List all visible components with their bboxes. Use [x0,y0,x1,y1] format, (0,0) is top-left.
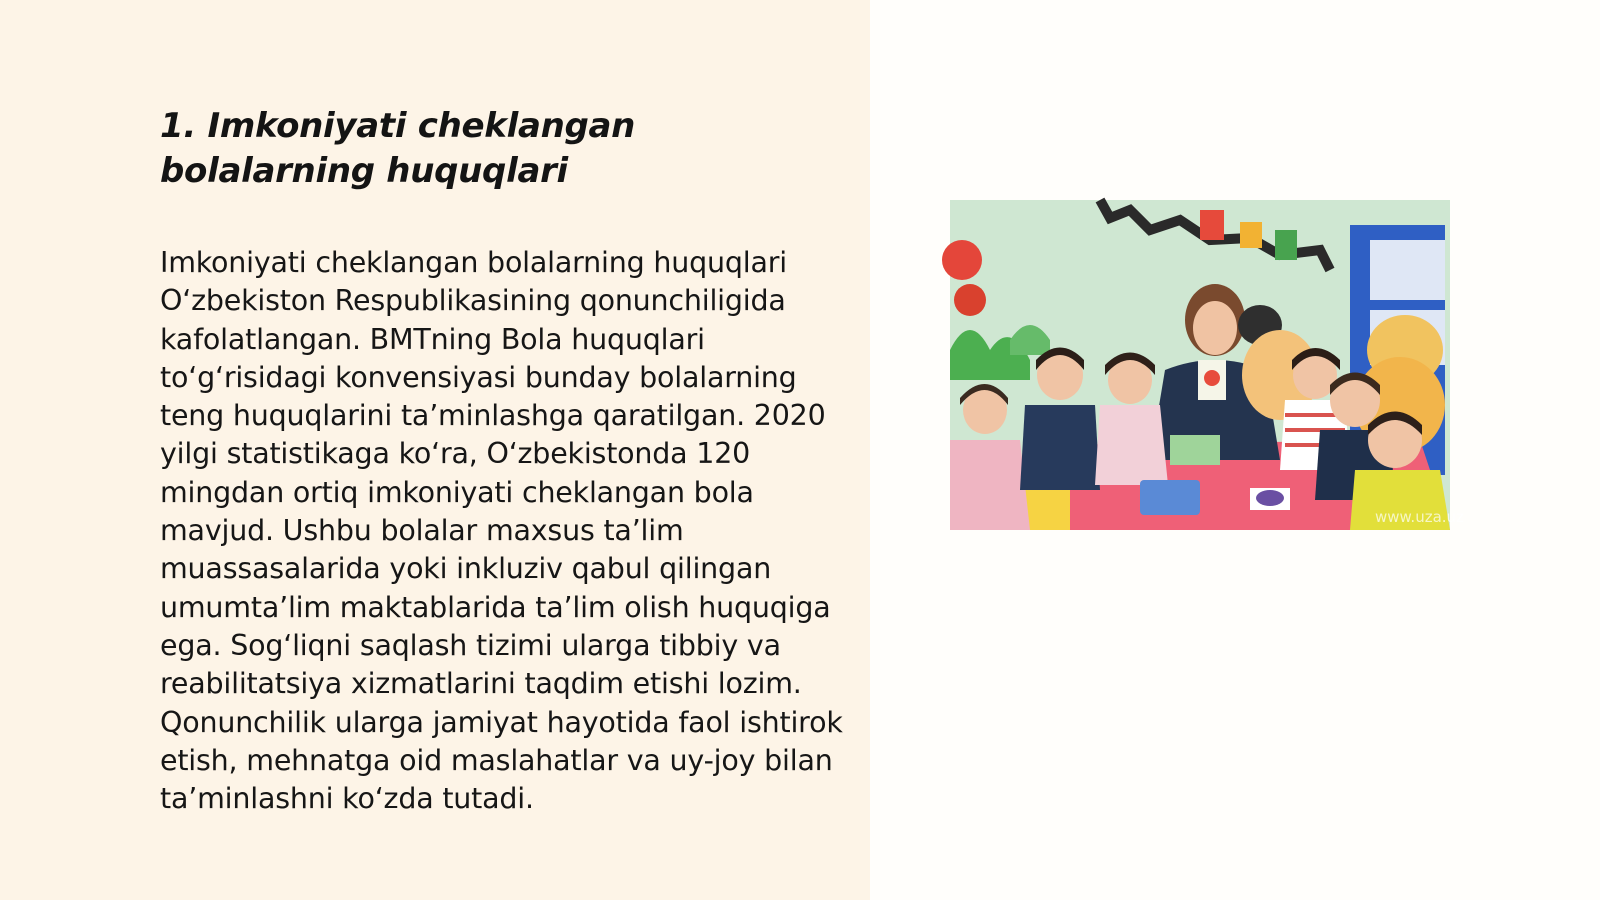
classroom-photo [950,200,1464,530]
photo-watermark: www.uza.uz [1375,508,1464,526]
slide-body-text: Imkoniyati cheklangan bolalarning huquqlari O‘zbekiston Respublikasining qonunchiligida kafolatlangan. BMTning Bola huquqlari to‘g‘risidagi konvensiyasi bunday bolalarning teng huquqlarini ta’minlashga qaratilgan. 2020 yilgi statistikaga ko‘ra, O‘zbekistonda 120 mingdan ortiq imkoniyati cheklangan bola mavjud. Ushbu bolalar maxsus ta’lim muassasalarida yoki inkluziv qabul qilingan umumta’lim maktablarida ta’lim olish huquqiga ega. Sog‘liqni saqlash tizimi ularga tibbiy va reabilitatsiya xizmatlarini taqdim etishi lozim. Qonunchilik ularga jamiyat hayotida faol ishtirok etish, mehnatga oid maslahatlar va uy-joy bilan ta’minlashni ko‘zda tutadi. [160,246,843,816]
classroom-photo-illustration [950,200,1464,530]
slide-title: 1. Imkoniyati cheklangan bolalarning huquqlari [160,106,636,191]
